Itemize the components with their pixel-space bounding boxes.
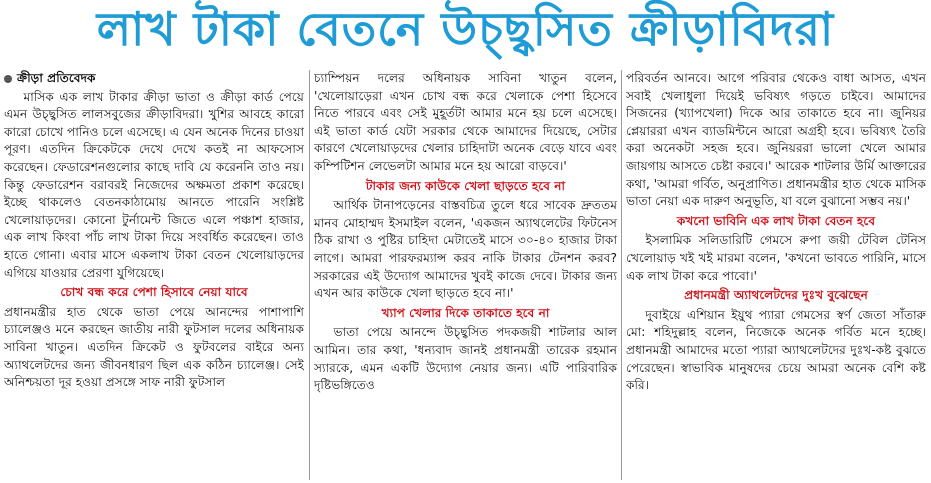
paragraph: পরিবর্তন আনবে। আগে পরিবার থেকেও বাধা আসত, এখন সবাই খেলাধুলা দিয়েই ভবিষ্যৎ গড়তে চাইবে। আমাদের সিজনের (খ্যাপখেলা) দিকে আর তাকাতে হবে না। জুনিয়র প্লেয়াররা এখন ব্যাডমিন্টনে আরো অগ্রহী হবে। ভবিষ্যৎ তৈরি করা অনেকটা সহজ হবে। জুনিয়ররা ভালো খেলে আমার জায়গায় আসতে চেষ্টা করবে।' আরেক শাটলার উর্মি আক্তারের কথা, 'আমরা গর্বিত, অনুপ্রাণিত। প্রধানমন্ত্রীর হাত থেকে মাসিক ভাতা নেয়া এক দারুণ অনুভূতি, যা বলে বুঝানো সম্ভব নয়।' <box>626 71 926 209</box>
byline <box>4 70 304 88</box>
paragraph: চ্যাম্পিয়ন দলের অধিনায়ক সাবিনা খাতুন বলেন, 'খেলোয়াড়েরা এখন চোখ বন্ধ করে খেলাকে পেশা হিসেবে নিতে পারবে এবং সেই মুহূর্তটা আমার মনে হয় চলে এসেছে। এই ভাতা কার্ড যেটা সরকার থেকে আমাদের দিয়েছে, সেটার কারণে খেলোয়াড়দের খেলার চাহিদাটা অনেক বেড়ে যাবে এবং কম্পিটিশন লেভেলটা আমার মনে হয় আরো বাড়বে।' <box>314 71 617 173</box>
paragraph: আর্থিক টানাপড়েনের বাস্তবচিত্র তুলে ধরে সাবেক দ্রুততম মানব মোহাম্মদ ইসমাইল বলেন, 'একজন অ্যাথলেটের ফিটনেস ঠিক রাখা ও পুষ্টির চাহিদা মেটাতেই মাসে ৩০-৪০ হাজার টাকা লাগে। আমরা পারফরম্যান্স করব নাকি টাকার টেনশন করব? সরকারের এই উদ্যোগ আমাদের খুবই কাজে দেবে। টাকার জন্য এখন আর কাউকে খেলা ছাড়তে হবে না।' <box>314 198 617 301</box>
article-column-1 <box>4 70 304 480</box>
byline-text: ক্রীড়া প্রতিবেদক <box>17 71 96 85</box>
subheading: টাকার জন্য কাউকে খেলা ছাড়তে হবে না <box>365 178 566 193</box>
paragraph: ভাতা পেয়ে আনন্দে উচ্ছ্বসিত পদকজয়ী শাটলার আল আমিন। তার কথা, 'ধন্যবাদ জানই প্রধানমন্ত্রী তারেক রহমান স্যারকে, এমন একটি উদ্যোগ নেয়ার জন্য। এটি পারিবারিক দৃষ্টিভঙ্গিতেও <box>314 325 617 393</box>
column-divider-2 <box>621 70 622 480</box>
subheading: চোখ বন্ধ করে পেশা হিসাবে নেয়া যাবে <box>60 285 248 300</box>
article-column-3 <box>626 70 926 480</box>
subheading: কখনো ভাবিনি এক লাখ টাকা বেতন হবে <box>676 213 876 228</box>
bullet-icon <box>4 75 12 83</box>
article-column-2 <box>314 70 617 480</box>
paragraph: ইসলামিক সলিডারিটি গেমসে রুপা জয়ী টেবিল টেনিস খেলোয়াড় খই খই মারমা বলেন, 'কখনো ভাবতে পারিনি, মাসে এক লাখ টাকা করে পাবো।' <box>626 233 926 283</box>
paragraph: দুবাইয়ে এশিয়ান ইয়ুথ প্যারা গেমসের স্বর্ণ জেতা সাঁতারু মো: শহিদুল্লাহ বলেন, নিজেকে অনেক গর্বিত মনে হচ্ছে। প্রধানমন্ত্রী আমাদের মতো প্যারা অ্যাথলেটদের দুঃখ-কষ্ট বুঝতে পেরেছেন। স্বাভাবিক মানুষদের চেয়ে আমরা অনেক বেশি কষ্ট করি। <box>626 307 926 393</box>
paragraph: মাসিক এক লাখ টাকার ক্রীড়া ভাতা ও ক্রীড়া কার্ড পেয়ে এমন উচ্ছ্বসিত লালসবুজের ক্রীড়াবিদরা। খুশির আবহে কারো কারো চোখে পানিও চলে এসেছে। এ যেন অনেক দিনের চাওয়া পূরণ। এতদিন ক্রিকেটকে দেখে দেখে কতই না আফসোস করেছেন। ফেডারেশনগুলোর কাছে দাবি যে করেননি তাও নয়। কিন্তু ফেডারেশন বরাবরই নিজেদের অক্ষমতা প্রকাশ করেছে। ইচ্ছে থাকলেও বেতনকাঠামোয় আনতে পারেনি সংশ্লিষ্ট খেলোয়াড়দের। কোনো টুর্নামেন্ট জিতে এলে পঞ্চাশ হাজার, এক লাখ কিংবা পাঁচ লাখ টাকা দিয়ে সংবর্ধিত করেছেন। তাও হাতে গোনা। এবার মাসে একলাখ টাকা বেতন খেলোয়াড়দের এগিয়ে যাওয়ার প্রেরণা যুগিয়েছে। <box>4 89 304 280</box>
column-divider-1 <box>309 70 310 480</box>
subheading: প্রধানমন্ত্রী অ্যাথলেটদের দুঃখ বুঝেছেন <box>684 288 868 303</box>
paragraph: প্রধানমন্ত্রীর হাত থেকে ভাতা পেয়ে আনন্দের পাশাপাশি চ্যালেঞ্জও মনে করছেন জাতীয় নারী ফুটসাল দলের অধিনায়ক সাবিনা খাতুন। এতদিন ক্রিকেট ও ফুটবলের বাইরে অন্য অ্যাথলেটদের জন্য জীবনধারণ ছিল এক কঠিন চ্যালেঞ্জ। সেই অনিশ্চয়তা দূর হওয়া প্রসঙ্গে সাফ নারী ফুটসাল <box>4 304 304 390</box>
subheading: খ্যাপ খেলার দিকে তাকাতে হবে না <box>381 305 550 320</box>
headline: লাখ টাকা বেতনে উচ্ছ্বসিত ক্রীড়াবিদরা <box>96 2 835 56</box>
